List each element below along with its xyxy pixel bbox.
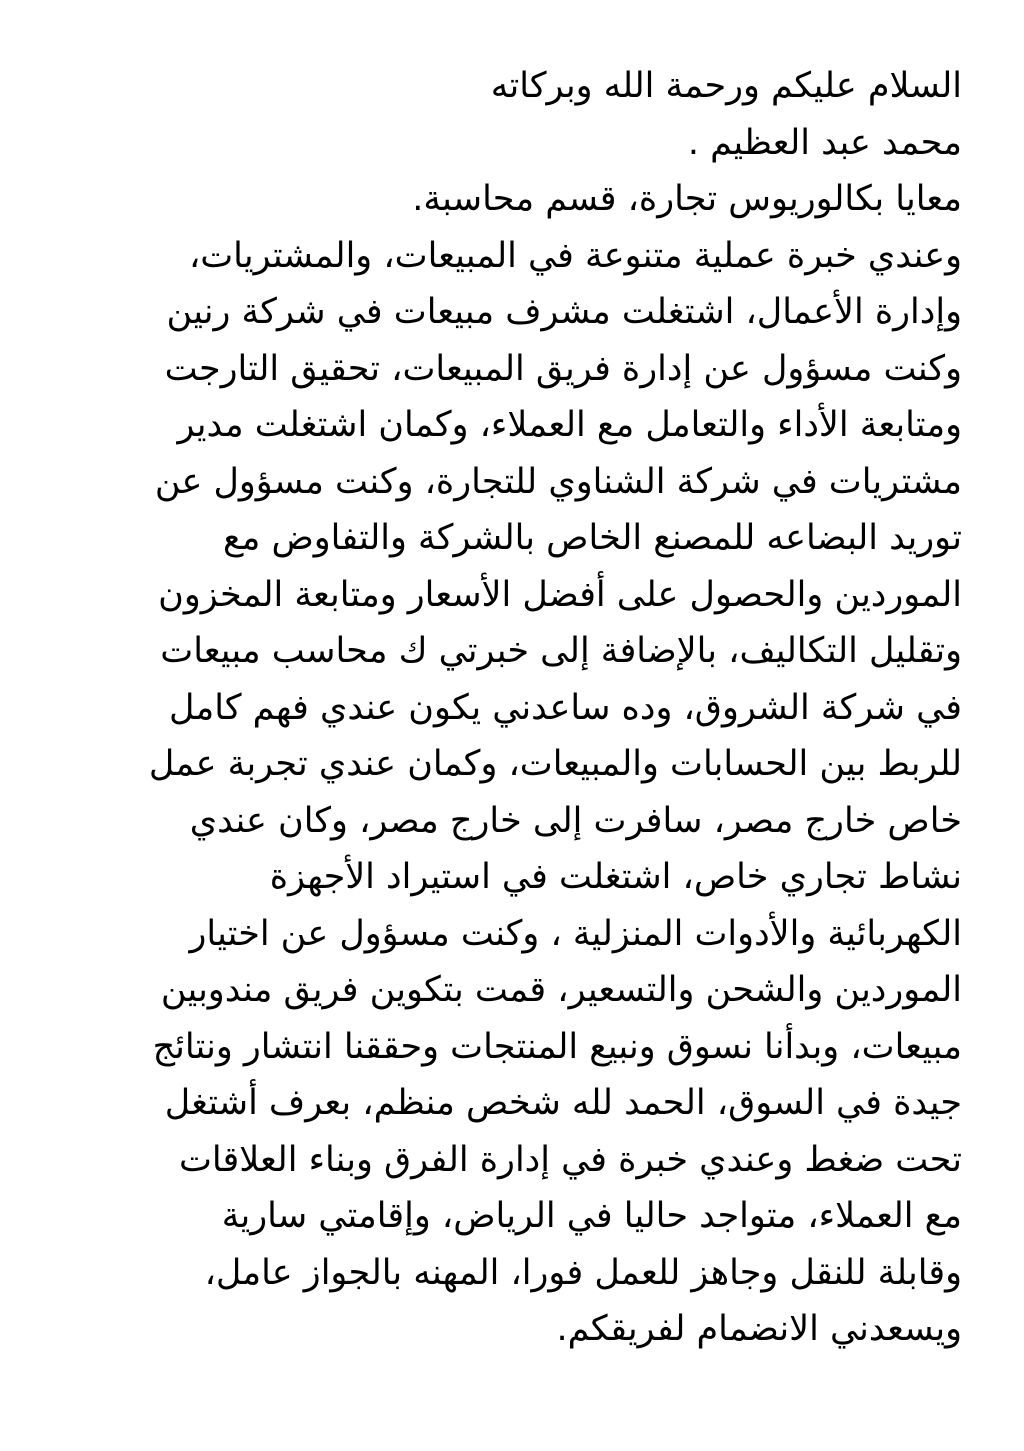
body-line: خاص خارج مصر، سافرت إلى خارج مصر، وكان عندي (189, 800, 962, 841)
body-line: الموردين والحصول على أفضل الأسعار ومتابعة المخزون (158, 574, 962, 615)
body-line: توريد البضاعه للمصنع الخاص بالشركة والتفاوض مع (222, 518, 962, 558)
letter-body (62, 58, 962, 1358)
body-line: وإدارة الأعمال، اشتغلت مشرف مبيعات في شركة رنين (166, 292, 962, 332)
body-line: مع العملاء، متواجد حاليا في الرياض، وإقامتي سارية (221, 1196, 962, 1236)
body-line: مبيعات، وبدأنا نسوق ونبيع المنتجات وحققنا انتشار ونتائج (152, 1026, 962, 1067)
body-line: تحت ضغط وعندي خبرة في إدارة الفرق وبناء العلاقات (178, 1139, 962, 1180)
body-line: وكنت مسؤول عن إدارة فريق المبيعات، تحقيق التارجت (164, 348, 962, 389)
body-line: جيدة في السوق، الحمد لله شخص منظم، بعرف أشتغل (164, 1083, 962, 1123)
greeting-line: السلام عليكم ورحمة الله وبركاته (490, 66, 962, 106)
body-line: الموردين والشحن والتسعير، قمت بتكوين فريق مندوبين (160, 970, 962, 1010)
body-line: في شركة الشروق، وده ساعدني يكون عندي فهم كامل (168, 687, 962, 728)
body-line: الكهربائية والأدوات المنزلية ، وكنت مسؤول عن اختيار (189, 913, 962, 954)
body-line: وعندي خبرة عملية متنوعة في المبيعات، والمشتريات، (188, 235, 962, 276)
body-line: للربط بين الحسابات والمبيعات، وكمان عندي تجربة عمل (148, 744, 962, 784)
body-line: ومتابعة الأداء والتعامل مع العملاء، وكمان اشتغلت مدير (177, 405, 962, 445)
body-line: وقابلة للنقل وجاهز للعمل فورا، المهنه بالجواز عامل، (204, 1252, 962, 1293)
body-line: مشتريات في شركة الشناوي للتجارة، وكنت مسؤول عن (154, 461, 962, 502)
body-line: نشاط تجاري خاص، اشتغلت في استيراد الأجهزة (269, 857, 962, 897)
sender-name-line: محمد عبد العظيم . (687, 122, 962, 163)
body-line: وتقليل التكاليف، بالإضافة إلى خبرتي ك محاسب مبيعات (160, 631, 962, 671)
degree-line: معايا بكالوريوس تجارة، قسم محاسبة. (412, 179, 962, 219)
closing-line: ويسعدني الانضمام لفريقكم. (556, 1309, 962, 1349)
